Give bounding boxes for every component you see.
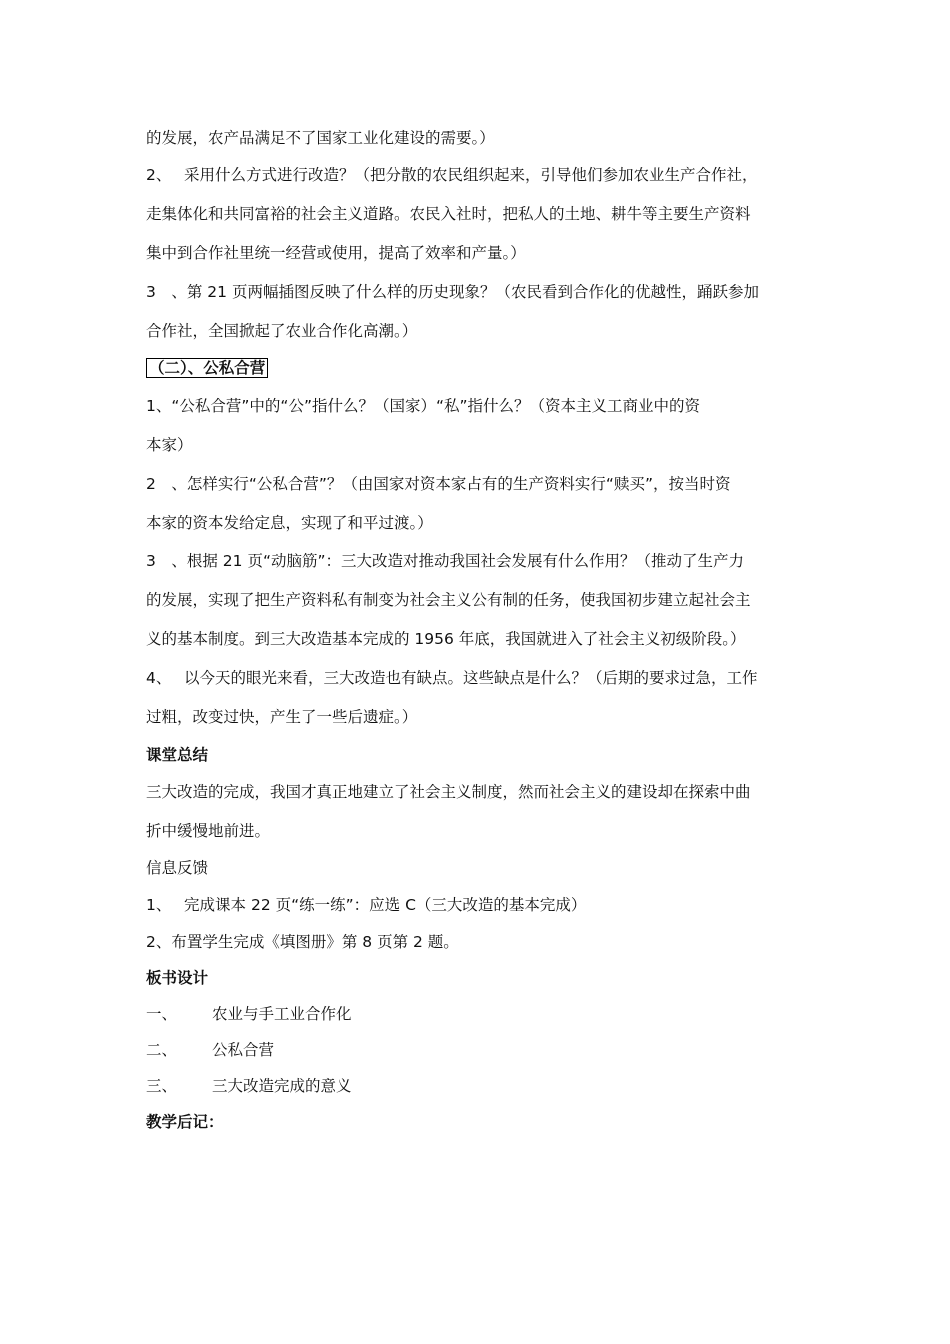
text-line: 的发展，实现了把生产资料私有制变为社会主义公有制的任务，使我国初步建立起社会主	[146, 591, 751, 609]
text-line: 2、 采用什么方式进行改造？（把分散的农民组织起来，引导他们参加农业生产合作社，	[146, 166, 758, 184]
feedback-heading: 信息反馈	[146, 859, 209, 877]
board-item-number: 三、	[146, 1077, 178, 1095]
boxed-heading: （二）、公私合营	[146, 358, 268, 378]
text-line: 义的基本制度。到三大改造基本完成的 1956 年底，我国就进入了社会主义初级阶段。）	[146, 630, 746, 648]
text-line: 合作社，全国掀起了农业合作化高潮。）	[146, 322, 418, 340]
text-line: 1、 完成课本 22 页“练一练”：应选 C（三大改造的基本完成）	[146, 896, 587, 914]
text-line: 集中到合作社里统一经营或使用，提高了效率和产量。）	[146, 244, 526, 262]
text-line: 过粗，改变过快，产生了一些后遗症。）	[146, 708, 418, 726]
text-line: 的发展，农产品满足不了国家工业化建设的需要。）	[146, 129, 495, 147]
board-item-text: 公私合营	[212, 1041, 275, 1059]
text-line: 本家的资本发给定息，实现了和平过渡。）	[146, 514, 433, 532]
board-item-number: 二、	[146, 1041, 178, 1059]
text-line: 3 、根据 21 页“动脑筋”：三大改造对推动我国社会发展有什么作用？（推动了生产力	[146, 552, 745, 570]
text-line: 2、布置学生完成《填图册》第 8 页第 2 题。	[146, 933, 459, 951]
board-item-number: 一、	[146, 1005, 178, 1023]
text-line: 折中缓慢地前进。	[146, 822, 271, 840]
board-item	[146, 1004, 352, 1024]
text-line: 三大改造的完成，我国才真正地建立了社会主义制度，然而社会主义的建设却在探索中曲	[146, 783, 751, 801]
summary-heading: 课堂总结	[146, 746, 209, 764]
text-line: 本家）	[146, 436, 193, 454]
board-item	[146, 1076, 352, 1096]
text-line: 2 、怎样实行“公私合营”？（由国家对资本家占有的生产资料实行“赎买”，按当时资	[146, 475, 731, 493]
board-item	[146, 1040, 274, 1060]
afterword-heading: 教学后记：	[146, 1113, 224, 1131]
board-item-text: 三大改造完成的意义	[212, 1077, 352, 1095]
text-line: 3 、第 21 页两幅插图反映了什么样的历史现象？（农民看到合作化的优越性，踊跃参加	[146, 283, 759, 301]
section-heading	[146, 358, 268, 378]
board-heading: 板书设计	[146, 969, 209, 987]
text-line: 走集体化和共同富裕的社会主义道路。农民入社时，把私人的土地、耕牛等主要生产资料	[146, 205, 751, 223]
text-line: 1、“公私合营”中的“公”指什么？（国家）“私”指什么？（资本主义工商业中的资	[146, 397, 701, 415]
board-item-text: 农业与手工业合作化	[212, 1005, 352, 1023]
text-line: 4、 以今天的眼光来看，三大改造也有缺点。这些缺点是什么？（后期的要求过急，工作	[146, 669, 758, 687]
